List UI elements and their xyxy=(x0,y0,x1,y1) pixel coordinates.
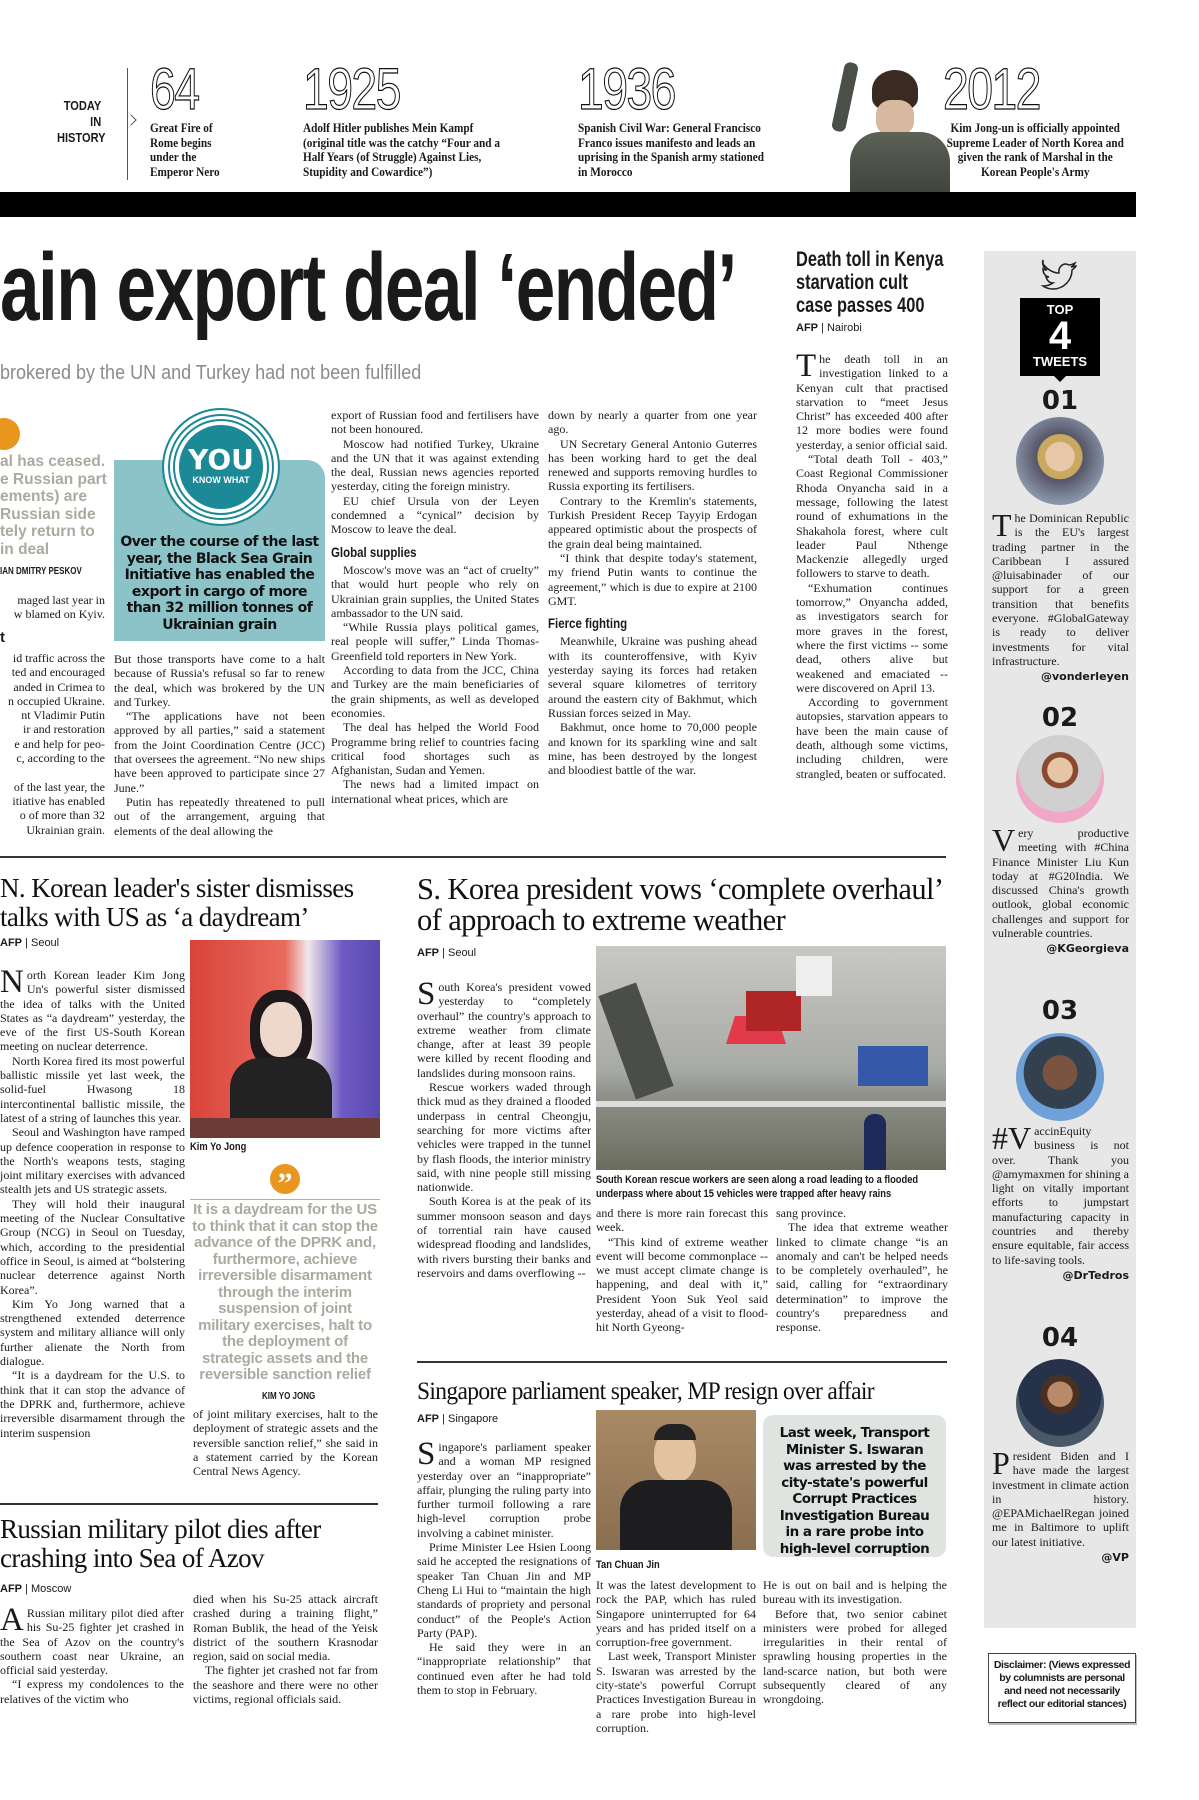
paragraph: But those transports have come to a halt because of Russia's refusal so far to renew the deal, which was brokered by the UN and Turkey. xyxy=(114,652,325,709)
text-line: ir and restoration xyxy=(23,722,105,737)
fact-box xyxy=(114,408,325,641)
paragraph: According to government autopsies, starvation appears to have been the main cause of death, although some victims, including children, were strangled, beaten or suffocated. xyxy=(796,695,948,781)
singapore-headline: Singapore parliament speaker, MP resign over affair xyxy=(417,1378,874,1405)
text-line xyxy=(0,765,105,779)
paragraph: Rescue workers waded through thick mud as they drained a flooded underpass in central Cheongju, searching for more victims after vehicles were trapped in the tunnel by flash floods, the interior ministry said, with nine people still missing nationwide. xyxy=(417,1080,591,1195)
main-pull-quote xyxy=(0,453,105,558)
paragraph: sang province. xyxy=(776,1206,846,1220)
history-text: Great Fire of Rome begins under the Emperor Nero xyxy=(150,121,220,179)
russia-byline: AFP | Moscow xyxy=(0,1583,72,1595)
singapore-col3 xyxy=(763,1578,947,1726)
history-bracket xyxy=(127,68,128,180)
paragraph: The death toll in an investigation linked to a Kenyan cult that practised starvation to “meet Jesus Christ” has exceeded 400 after 12 more bodies were found yesterday, a senior official said. xyxy=(796,348,948,452)
pull-quote-line: e Russian part xyxy=(0,470,107,488)
text-line: e and help for peo- xyxy=(14,736,105,751)
paragraph: He is out on bail and is helping the bureau with its investigation. xyxy=(763,1578,947,1607)
tweet-number: 04 xyxy=(1041,1323,1079,1353)
text-line: id traffic across the xyxy=(12,651,105,665)
tweet-handle: @VP xyxy=(1101,1551,1129,1565)
paragraph: The Dominican Republic is the EU's largest trading partner in the Caribbean I assured @luisabinader of our support for a green transition that benefits everyone. #GlobalGateway is ready to deliver investments for vital infrastructure. xyxy=(992,507,1129,668)
text-line: Ukrainian grain. xyxy=(26,822,105,837)
paragraph: UN Secretary General Antonio Guterres has been working hard to get the deal renewed and supports removing hurdles to Russia exporting its fertilisers. xyxy=(548,436,757,494)
nkorea-pull-attribution: KIM YO JONG xyxy=(262,1391,316,1402)
paragraph: “Exhumation continues tomorrow,” Onyancha added, as investigators search for more graves in the forest, where the first victims -- some dead, others alive but weakened and emaciated -- were discovered on April 13. xyxy=(796,580,948,695)
paragraph: Moscow's move was an “act of cruelty” that would hurt people who rely on Ukrainian grain supplies, the United States ambassador to the UN said. xyxy=(331,562,539,620)
history-text: Adolf Hitler publishes Mein Kampf (original title was the catchy “Four and a Half Years (of Struggle) Against Lies, Stupidity and Cowardice”) xyxy=(303,121,500,179)
text-line: anded in Crimea to xyxy=(13,679,105,694)
history-year: 1936 xyxy=(578,57,675,122)
pull-quote-line: in deal xyxy=(0,540,50,558)
agency: AFP xyxy=(796,322,818,334)
text-line: w blamed on Kyiv. xyxy=(13,607,105,622)
paragraph: “It is a daydream for the U.S. to think that it can stop the advance of the DPRK and, furthermore, achieve irreversible disarmament through the interim suspension xyxy=(0,1368,185,1440)
paragraph: “This kind of extreme weather event will become commonplace -- we must accept climate change is happening, and deal with it,” President Yoon Suk Yeol said yesterday, ahead of a visit to flood-hit North Gyeong- xyxy=(596,1234,768,1335)
paragraph: Last week, Transport Minister S. Iswaran was arrested by the city-state's powerful Corrupt Practices Investigation Bureau in a rare probe into high-level corruption. xyxy=(596,1649,756,1735)
paragraph: Kim Yo Jong warned that a strengthened extended deterrence system and military alliance will only further alienate the North from dialogue. xyxy=(0,1296,185,1369)
paragraph: The fighter jet crashed not far from the seashore and there were no other victims, regional officials said. xyxy=(193,1663,378,1707)
text-line: n occupied Ukraine. xyxy=(8,693,105,708)
paragraph: Moscow had notified Turkey, Ukraine and the UN that it was against extending the deal, Russian news agencies reported yesterday, citing the foreign ministry. xyxy=(331,436,539,494)
history-item xyxy=(578,56,798,179)
paragraph: Prime Minister Lee Hsien Loong said he accepted the resignations of speaker Tan Chuan Jin and MP Cheng Li Hui to “maintain the high standards of propriety and personal conduct” of the People's Action Party (PAP). xyxy=(417,1540,591,1640)
tweet-number: 03 xyxy=(1041,996,1079,1026)
paragraph: President Biden and I have made the largest investment in climate action in history. @EPAMichaelRegan joined me in Baltimore to uplift our latest initiative. xyxy=(992,1445,1129,1549)
paragraph: Meanwhile, Ukraine was pushing ahead with its counteroffensive, with Kyiv yesterday saying its forces had retaken several square kilometres of territory around the eastern city of Bakhmut, which Russian forces seized in May. xyxy=(548,634,757,720)
headline-line: case passes 400 xyxy=(796,294,925,317)
history-item xyxy=(943,56,1138,179)
skorea-byline: AFP | Seoul xyxy=(417,947,477,959)
twitter-bird-icon xyxy=(1040,259,1080,291)
history-year: 2012 xyxy=(943,57,1040,122)
paragraph: died when his Su-25 attack aircraft crashed during a training flight,” Roman Bublik, the head of the Yeisk district of the southern Krasnodar region, said on social media. xyxy=(193,1592,378,1664)
history-text: Spanish Civil War: General Francisco Franco issues manifesto and leads an uprising in the Spanish army stationed in Morocco xyxy=(578,121,764,179)
history-item xyxy=(150,56,290,179)
flood-rescue-photo xyxy=(596,946,946,1170)
paragraph: The news had a limited impact on international wheat prices, which are xyxy=(331,777,539,806)
you-know-what-badge xyxy=(162,408,280,526)
main-col1-subhead: t xyxy=(0,629,5,646)
paragraph: “The applications have not been approved by all parties,” said a statement from the Joint Coordination Centre (JCC) that oversees the agreement. “No new ships have been approved to participate since 27 June.” xyxy=(114,709,325,795)
paragraph: EU chief Ursula von der Leyen condemned a “cynical” decision by Moscow to leave the deal. xyxy=(331,493,539,537)
paragraph: “I think that despite today's statement, my friend Putin wants to continue the agreement,” which is due to expire at 2100 GMT. xyxy=(548,550,757,608)
subheading: Global supplies xyxy=(331,543,417,560)
singapore-photo-caption: Tan Chuan Jin xyxy=(596,1559,660,1571)
main-col4 xyxy=(548,408,757,838)
kenya-headline xyxy=(796,248,943,317)
main-subtitle: brokered by the UN and Turkey had not been fulfilled xyxy=(0,362,422,384)
nkorea-col1 xyxy=(0,964,185,1478)
vp-avatar xyxy=(1016,1359,1104,1447)
kgeorgieva-avatar xyxy=(1016,735,1104,823)
nkorea-byline: AFP | Seoul xyxy=(0,937,60,949)
dateline: Nairobi xyxy=(826,322,862,334)
text-line: maged last year in xyxy=(17,593,105,607)
history-text: Kim Jong-un is officially appointed Supreme Leader of North Korea and given the rank of Marshal in the Korean People's Army xyxy=(946,121,1124,179)
paragraph: down by nearly a quarter from one year ago. xyxy=(548,408,757,437)
paragraph: Putin has repeatedly threatened to pull out of the arrangement, arguing that elements of the deal allowing the xyxy=(114,794,325,838)
paragraph: Singapore's parliament speaker and a woman MP resigned yesterday over an “inappropriate” affair, plunging the ruling party into further turmoil following a rare high-level corruption probe involving a cabinet minister. xyxy=(417,1436,591,1540)
history-label-line: HISTORY xyxy=(57,130,106,145)
text-line: c, according to the xyxy=(16,751,105,766)
text-line: ted and encouraged xyxy=(11,665,105,680)
paragraph: Seoul and Washington have ramped up defence cooperation in response to the North's weapons tests, staging joint military exercises with advanced stealth jets and US strategic assets. xyxy=(0,1125,185,1197)
fact-box-text: Over the course of the last year, the Black Sea Grain Initiative has enabled the export in cargo of more than 32 million tonnes of Ukrainian grain xyxy=(120,534,319,633)
tweet-number: 01 xyxy=(1041,386,1079,416)
paragraph: Contrary to the Kremlin's statements, Turkish President Recep Tayyip Erdogan appeared optimistic about the prospects of the grain deal being maintained. xyxy=(548,493,757,551)
top-tweets-badge xyxy=(1020,298,1100,376)
tweet xyxy=(992,1120,1129,1283)
paragraph: According to data from the JCC, China and Turkey are the main beneficiaries of the grain shipments, as well as developed economies. xyxy=(331,663,539,720)
text-line: o of more than 32 xyxy=(19,808,105,823)
paragraph: “I express my condolences to the relatives of the victim who xyxy=(0,1677,184,1706)
drtedros-avatar xyxy=(1016,1033,1104,1121)
russia-headline: Russian military pilot dies after crashing into Sea of Azov xyxy=(0,1514,321,1573)
dateline: Singapore xyxy=(447,1413,499,1425)
agency: AFP xyxy=(0,937,22,949)
paragraph: North Korea fired its most powerful ballistic missile yet last week, the solid-fuel Hwasong 18 intercontinental ballistic missile, the latest of a string of launches this year. xyxy=(0,1053,185,1125)
badge-number: 4 xyxy=(1048,314,1072,358)
paragraph: “Total death Toll - 403,” Coast Regional Commissioner Rhoda Onyancha said in a message, following the latest round of exhumations in the Shakahola forest, where cult leader Paul Nthenge Mackenzie allegedly urged followers to starve to death. xyxy=(796,452,948,581)
tweet-text xyxy=(992,1445,1129,1549)
main-col1-top xyxy=(0,593,105,622)
badge-bottom: TWEETS xyxy=(1032,354,1088,369)
badge-you: YOU xyxy=(188,443,254,476)
pull-quote-line: ements) are xyxy=(0,488,88,505)
tweet-number: 02 xyxy=(1041,703,1079,733)
text-line: itiative has enabled xyxy=(12,793,105,808)
history-label-line: IN xyxy=(90,114,102,129)
section-divider xyxy=(417,1361,947,1363)
paragraph: of joint military exercises, halt to the deployment of strategic assets and the reversible sanction relief,” she said in a statement carried by the Korean Central News Agency. xyxy=(193,1407,378,1479)
tweet-handle: @KGeorgieva xyxy=(1046,942,1129,956)
kenya-body xyxy=(796,348,948,840)
paragraph: North Korean leader Kim Jong Un's powerful sister dismissed the idea of talks with the United States as “a daydream” yesterday, the eve of the first US-South Korean meeting on nuclear deterrence. xyxy=(0,964,185,1054)
nkorea-col2 xyxy=(193,1407,378,1479)
main-col1-body xyxy=(0,651,105,837)
headline-line: Death toll in Kenya xyxy=(796,248,944,271)
headline-line: starvation cult xyxy=(796,271,908,294)
paragraph: and there is more rain forecast this week. xyxy=(596,1206,768,1235)
agency: AFP xyxy=(417,1413,439,1425)
quote-icon xyxy=(270,1164,300,1194)
tweet-handle: @vonderleyen xyxy=(1040,670,1129,684)
russia-col1 xyxy=(0,1602,184,1726)
history-label-line: TODAY xyxy=(63,98,102,113)
main-col3 xyxy=(331,408,539,838)
nkorea-photo-caption: Kim Yo Jong xyxy=(190,1141,247,1153)
dateline: Moscow xyxy=(30,1583,72,1595)
history-label xyxy=(57,98,106,146)
paragraph: Very productive meeting with #China Finance Minister Liu Kun today at #G20India. We discussed China's growth outlook, global economic challenges and support for vulnerable countries. xyxy=(992,822,1129,941)
skorea-photo-caption: South Korean rescue workers are seen along a road leading to a flooded underpass where about 15 vehicles were trapped after heavy rains xyxy=(596,1174,919,1200)
agency: AFP xyxy=(0,1583,22,1595)
badge-top: TOP xyxy=(1046,302,1074,317)
tan-chuan-jin-photo xyxy=(596,1410,756,1550)
kenya-byline: AFP | Nairobi xyxy=(796,322,862,334)
divider xyxy=(190,1199,380,1200)
tweet-text xyxy=(992,1120,1129,1267)
history-year: 64 xyxy=(150,57,199,122)
singapore-col2 xyxy=(596,1578,756,1735)
text-line: of the last year, the xyxy=(13,779,105,794)
pull-quote-line: tely return to xyxy=(0,523,95,540)
paragraph: They will hold their inaugural meeting of the Nuclear Consultative Group (NCG) in Seoul on Tuesday, which, according to the presidential office in Seoul, is aimed at “bolstering nuclear deterrence against North Korea”. xyxy=(0,1196,185,1297)
main-col2 xyxy=(114,652,325,838)
tweet-text xyxy=(992,822,1129,941)
kim-jong-un-photo xyxy=(830,62,960,192)
paragraph: He said they were in an “inappropriate relationship” that continued even after he had told them to stop in February. xyxy=(417,1640,591,1698)
pull-quote-attribution: IAN DMITRY PESKOV xyxy=(0,566,82,577)
paragraph: It was the latest development to rock the PAP, which has ruled Singapore uninterrupted for 64 years and has prided itself on a corruption-free government. xyxy=(596,1578,756,1650)
paragraph: export of Russian food and fertilisers have not been honoured. xyxy=(331,408,539,437)
tweet xyxy=(992,507,1129,684)
tweet xyxy=(992,822,1129,956)
quote-icon xyxy=(0,418,20,450)
vonderleyen-avatar xyxy=(1016,417,1104,505)
dateline: Seoul xyxy=(30,937,60,949)
top-tweets-sidebar xyxy=(984,251,1136,1628)
tweet-handle: @DrTedros xyxy=(1062,1268,1129,1282)
nkorea-headline: N. Korean leader's sister dismisses talks with US as ‘a daydream’ xyxy=(0,873,354,932)
skorea-col3 xyxy=(776,1206,948,1336)
dateline: Seoul xyxy=(447,947,477,959)
kim-yo-jong-photo xyxy=(190,940,380,1138)
paragraph: ARussian military pilot died after his Su-25 fighter jet crashed in the Sea of Azov on the country's southern coast near Ukraine, an official said yesterday. xyxy=(0,1602,184,1678)
skorea-headline: S. Korea president vows ‘complete overhaul’ of approach to extreme weather xyxy=(417,872,942,937)
black-banner xyxy=(0,192,1136,217)
section-divider xyxy=(0,1503,378,1505)
russia-col2 xyxy=(193,1592,378,1722)
skorea-col1 xyxy=(417,976,591,1375)
skorea-col2 xyxy=(596,1206,768,1336)
paragraph: The idea that extreme weather linked to climate change “is an anomaly and can't be helped needs to be completely overhauled”, he said, calling for “extraordinary determination” to improve the country's preparedness and response. xyxy=(776,1220,948,1335)
singapore-col1 xyxy=(417,1436,591,1725)
history-item xyxy=(303,56,533,179)
paragraph: “While Russia plays political games, real people will suffer,” Linda Thomas-Greenfield told reporters in New York. xyxy=(331,620,539,663)
paragraph: Bakhmut, once home to 70,000 people and known for its sparkling wine and salt mine, has been destroyed by the longest and bloodiest battle of the war. xyxy=(548,720,757,778)
paragraph: The deal has helped the World Food Programme bring relief to countries facing critical food shortages such as Afghanistan, Sudan and Yemen. xyxy=(331,720,539,778)
tweet xyxy=(992,1445,1129,1565)
tweet-text xyxy=(992,507,1129,668)
text-line: nt Vladimir Putin xyxy=(21,708,105,723)
pull-quote-line: Russian side xyxy=(0,505,96,523)
nkorea-pull-quote: It is a daydream for the US to think that it can stop the advance of the DPRK and, furthermore, achieve irreversible disarmament through the interim suspension of joint military exercises, halt to the deployment of strategic assets and the reversible sanction relief xyxy=(192,1201,378,1383)
subheading: Fierce fighting xyxy=(548,615,628,632)
agency: AFP xyxy=(417,947,439,959)
paragraph: #VaccinEquity business is not over. Thank you @amymaxmen for shining a light on vitally important efforts to jumpstart manufacturing capacity in countries and thereby ensure equitable, fair access to life-saving tools. xyxy=(992,1120,1129,1267)
singapore-byline: AFP | Singapore xyxy=(417,1413,499,1425)
paragraph: Before that, two senior cabinet ministers were probed for alleged irregularities in their rental of sprawling housing properties in the land-scarce nation, but both were subsequently cleared of any wrongdoing. xyxy=(763,1606,947,1707)
history-year: 1925 xyxy=(303,57,400,122)
singapore-highlight-box: Last week, Transport Minister S. Iswaran was arrested by the city-state's powerful Corrupt Practices Investigation Bureau in a rare probe into high-level corruption xyxy=(763,1415,946,1557)
paragraph: South Korea's president vowed yesterday to “completely overhaul” the country's approach to extreme weather from climate change, after at least 39 people were killed by recent flooding and landslides during monsoon rains. xyxy=(417,976,591,1080)
section-divider xyxy=(0,856,946,858)
badge-know-what: KNOW WHAT xyxy=(192,475,250,485)
paragraph: South Korea is at the peak of its summer monsoon season and days of torrential rain have caused widespread flooding and landslides, with rivers bursting their banks and reservoirs and dams overflowing -- xyxy=(417,1194,591,1280)
main-headline: ain export deal ‘ended’ xyxy=(0,234,736,341)
disclaimer-box: Disclaimer: (Views expressed by columnists are personal and need not necessarily reflect our editorial stances) xyxy=(988,1653,1136,1723)
pull-quote-line: al has ceased. xyxy=(0,453,106,470)
